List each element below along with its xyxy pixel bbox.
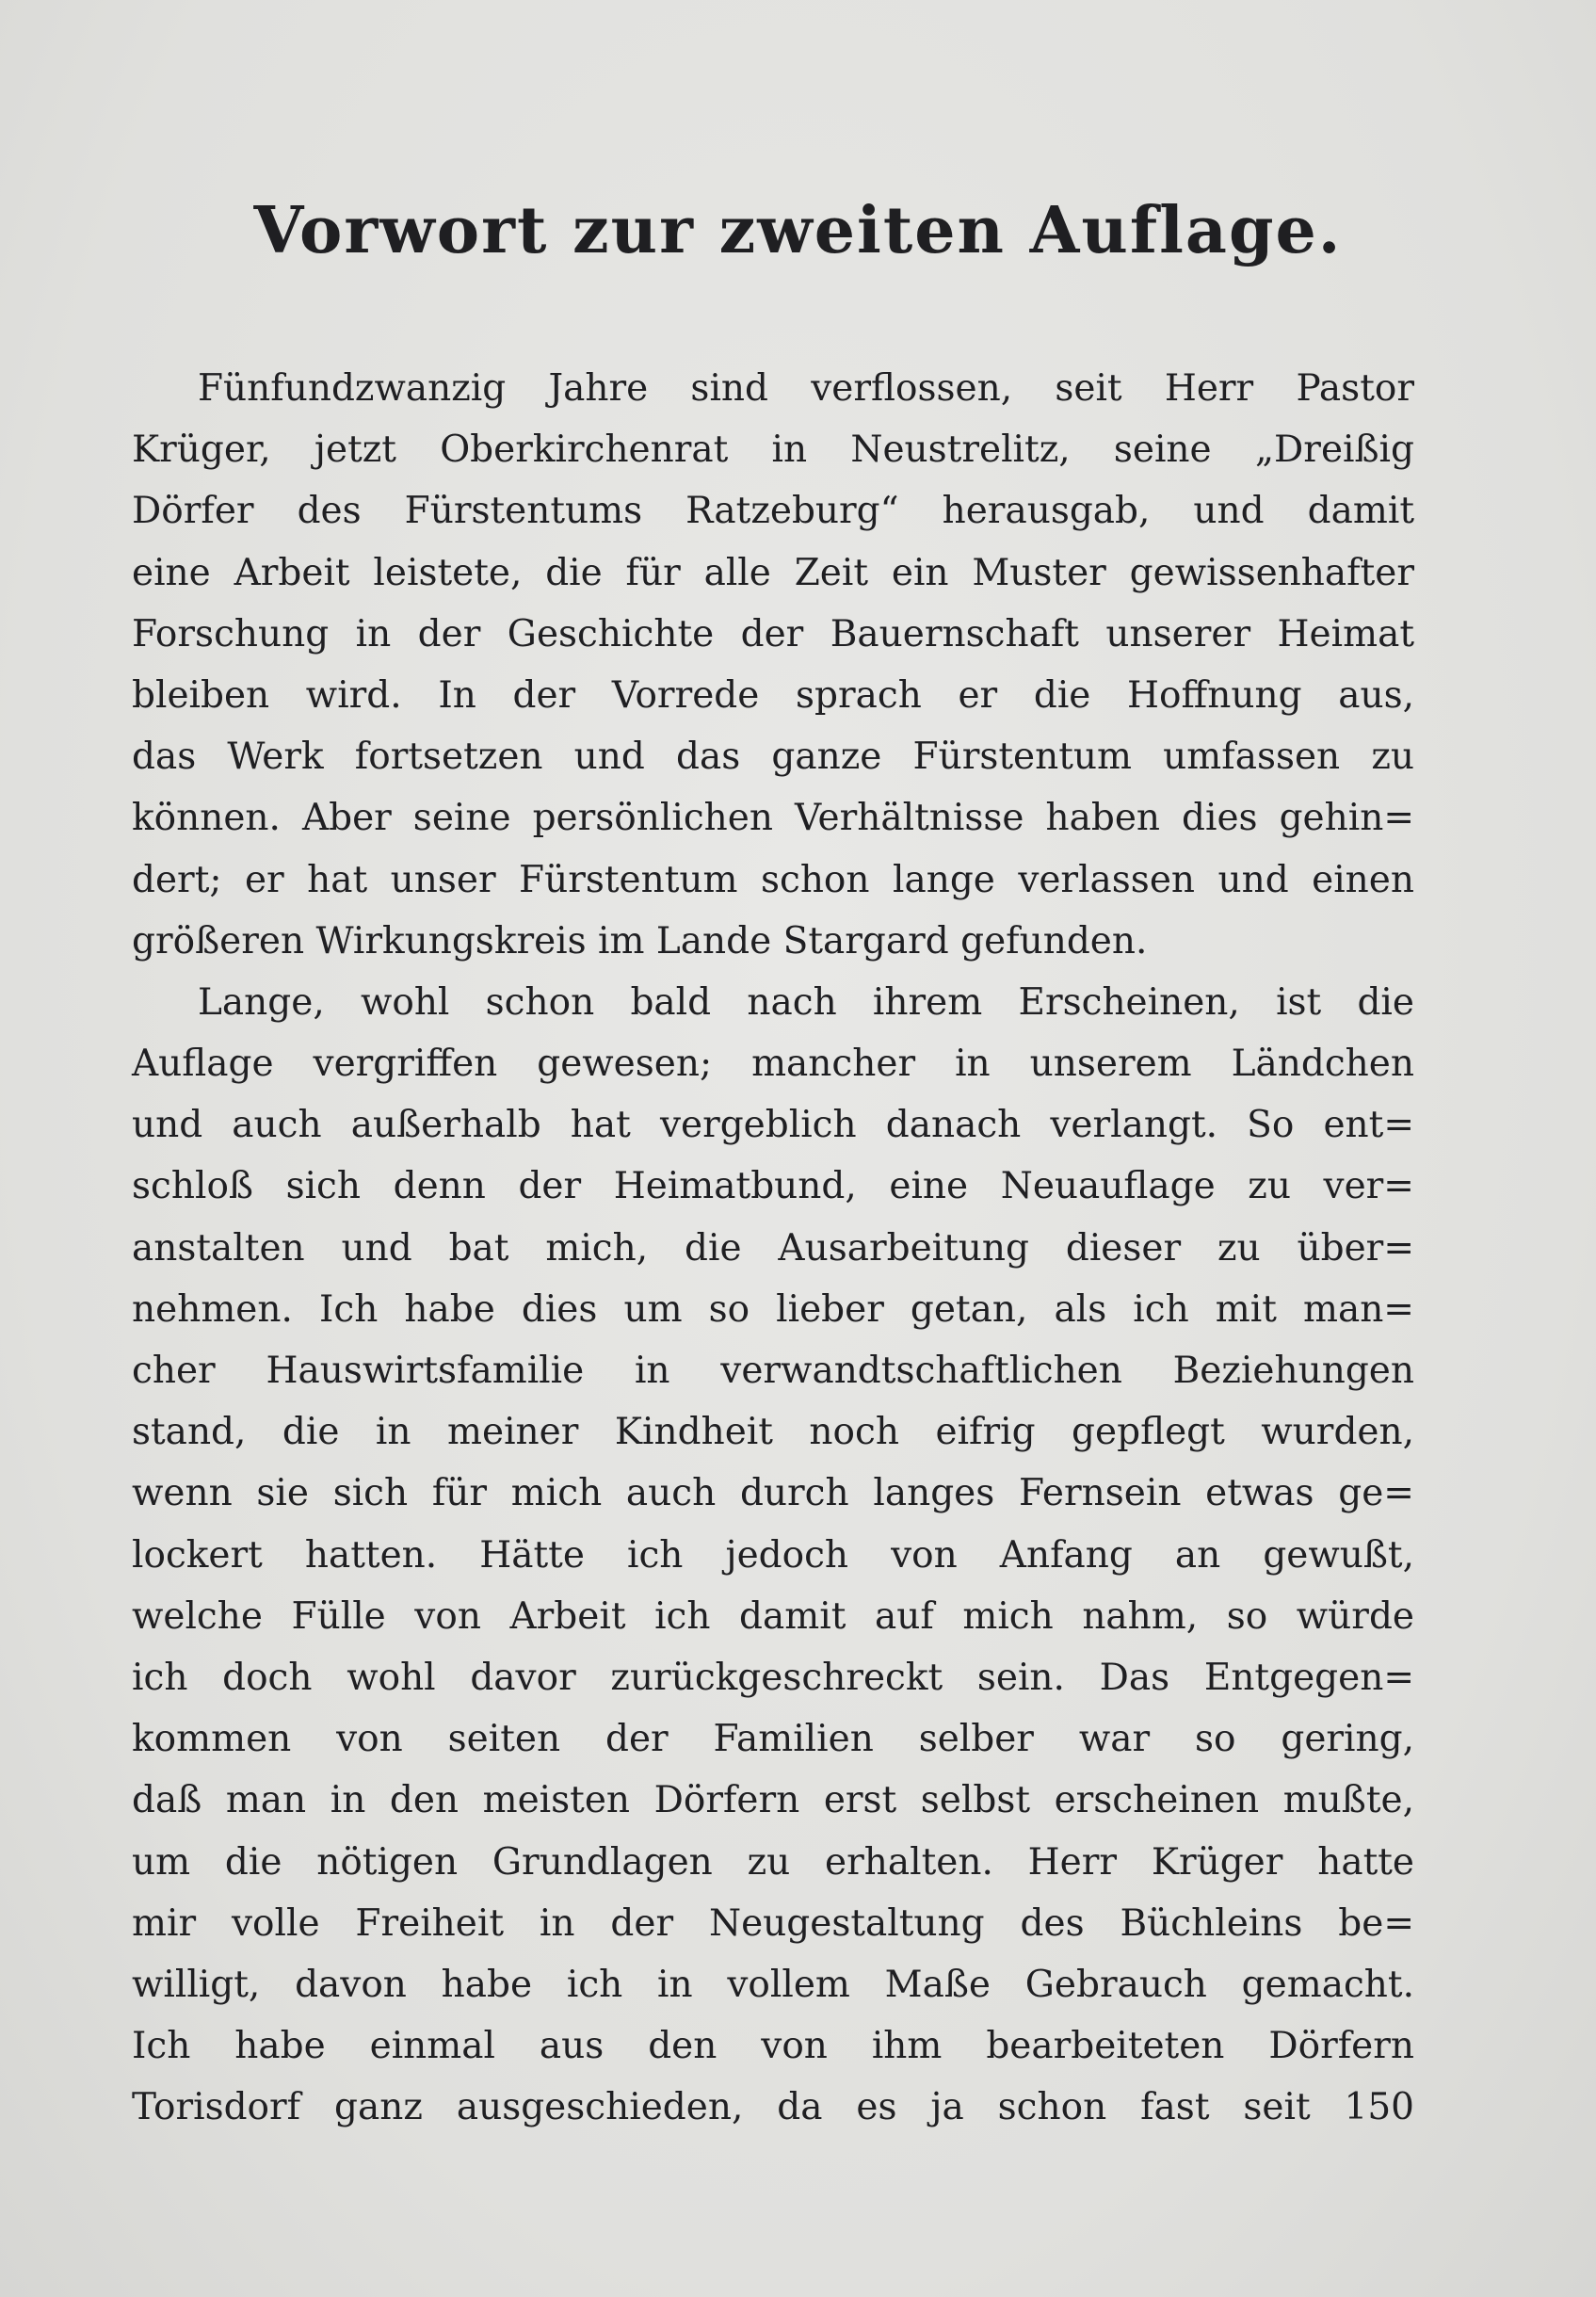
text-line: eine Arbeit leistete, die für alle Zeit ein Muster gewissenhafter xyxy=(132,551,1414,594)
text-line: Ich habe einmal aus den von ihm bearbeiteten Dörfern xyxy=(132,2025,1414,2068)
text-line: stand, die in meiner Kindheit noch eifrig gepflegt wurden, xyxy=(132,1411,1414,1454)
body-text xyxy=(132,358,1414,2138)
text-line: Krüger, jetzt Oberkirchenrat in Neustrelitz, seine „Dreißig xyxy=(132,429,1414,472)
text-line: Auflage vergriffen gewesen; mancher in unserem Ländchen xyxy=(132,1043,1414,1086)
text-line: wenn sie sich für mich auch durch langes Fernsein etwas ge= xyxy=(132,1472,1414,1515)
text-line: dert; er hat unser Fürstentum schon lange verlassen und einen xyxy=(132,858,1414,901)
text-line: anstalten und bat mich, die Ausarbeitung dieser zu über= xyxy=(132,1226,1414,1270)
text-line: größeren Wirkungskreis im Lande Stargard gefunden. xyxy=(132,919,1148,962)
page-title: Vorwort zur zweiten Auflage. xyxy=(253,193,1343,268)
text-line: cher Hauswirtsfamilie in verwandtschaftlichen Beziehungen xyxy=(132,1350,1414,1392)
text-line: Fünfundzwanzig Jahre sind verflossen, seit Herr Pastor xyxy=(198,367,1414,410)
text-line: ich doch wohl davor zurückgeschreckt sein. Das Entgegen= xyxy=(132,1656,1414,1699)
text-line: und auch außerhalb hat vergeblich danach verlangt. So ent= xyxy=(132,1104,1414,1147)
text-line: daß man in den meisten Dörfern erst selbst erscheinen mußte, xyxy=(132,1779,1414,1822)
text-line: können. Aber seine persönlichen Verhältnisse haben dies gehin= xyxy=(132,797,1414,840)
text-line: bleiben wird. In der Vorrede sprach er die Hoffnung aus, xyxy=(132,673,1414,717)
text-line: kommen von seiten der Familien selber war so gering, xyxy=(132,1718,1414,1761)
text-line: um die nötigen Grundlagen zu erhalten. Herr Krüger hatte xyxy=(132,1840,1414,1884)
text-line: das Werk fortsetzen und das ganze Fürstentum umfassen zu xyxy=(132,736,1414,779)
text-line: mir volle Freiheit in der Neugestaltung des Büchleins be= xyxy=(132,1901,1414,1945)
text-line: Forschung in der Geschichte der Bauernschaft unserer Heimat xyxy=(132,612,1414,655)
text-line: Torisdorf ganz ausgeschieden, da es ja schon fast seit 150 xyxy=(132,2086,1414,2129)
text-line: welche Fülle von Arbeit ich damit auf mich nahm, so würde xyxy=(132,1594,1414,1638)
text-line: Lange, wohl schon bald nach ihrem Erscheinen, ist die xyxy=(198,980,1414,1024)
text-line: schloß sich denn der Heimatbund, eine Neuauflage zu ver= xyxy=(132,1165,1414,1208)
text-line: nehmen. Ich habe dies um so lieber getan, als ich mit man= xyxy=(132,1287,1414,1331)
text-line: willigt, davon habe ich in vollem Maße Gebrauch gemacht. xyxy=(132,1963,1414,2006)
text-line: Dörfer des Fürstentums Ratzeburg“ herausgab, und damit xyxy=(132,490,1414,533)
text-line: lockert hatten. Hätte ich jedoch von Anfang an gewußt, xyxy=(132,1533,1414,1577)
